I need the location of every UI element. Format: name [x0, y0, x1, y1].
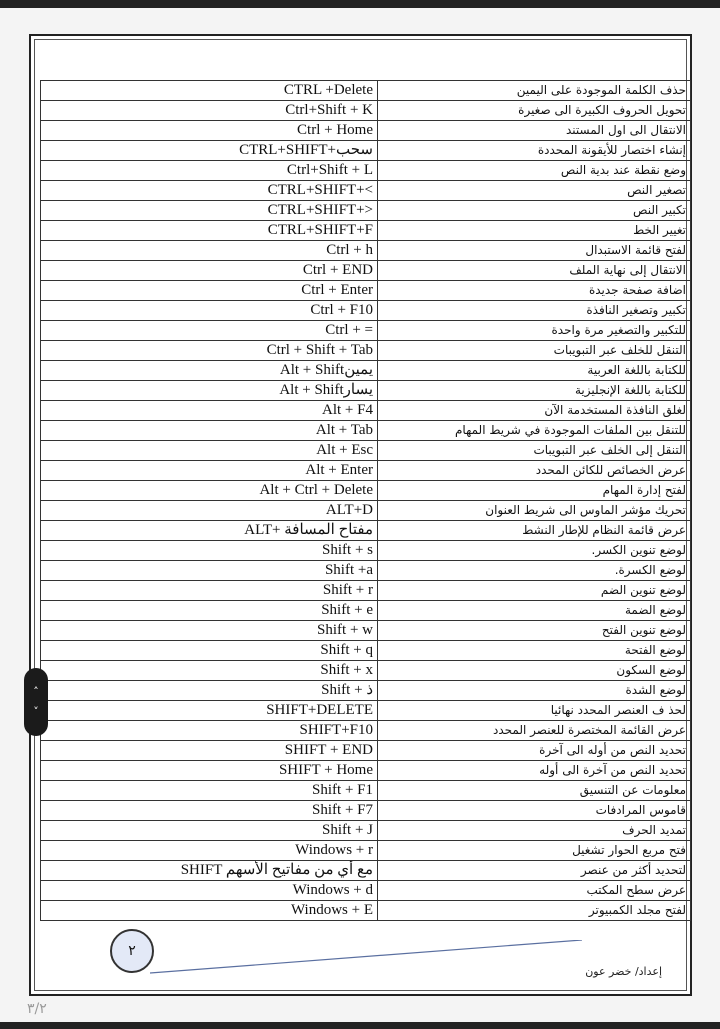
- shortcut-description: لغلق النافذة المستخدمة الآن: [378, 401, 691, 421]
- table-row: [41, 321, 691, 341]
- shortcut-keys: CTRL+SHIFT+سحب: [41, 141, 378, 161]
- shortcut-description: تكبير وتصغير النافذة: [378, 301, 691, 321]
- shortcut-keys: Shift +a: [41, 561, 378, 581]
- table-row: [41, 421, 691, 441]
- shortcut-keys: Alt + Shiftيسار: [41, 381, 378, 401]
- author-credit: إعداد/ خضر عون: [585, 965, 662, 978]
- shortcut-keys: Shift + r: [41, 581, 378, 601]
- shortcut-description: إنشاء اختصار للأيقونة المحددة: [378, 141, 691, 161]
- table-row: [41, 641, 691, 661]
- table-row: [41, 81, 691, 101]
- shortcut-keys: SHIFT مع أي من مفاتيح الأسهم: [41, 861, 378, 881]
- shortcut-keys: CTRL +Delete: [41, 81, 378, 101]
- shortcut-description: التنقل إلى الخلف عبر التبويبات: [378, 441, 691, 461]
- scroll-up-icon: ˄: [33, 685, 39, 698]
- shortcut-description: تمديد الحرف: [378, 821, 691, 841]
- table-row: [41, 621, 691, 641]
- table-row: [41, 261, 691, 281]
- shortcut-description: لوضع تنوين الكسر.: [378, 541, 691, 561]
- shortcut-keys: Shift + F7: [41, 801, 378, 821]
- shortcut-keys: Shift + J: [41, 821, 378, 841]
- shortcuts-table: [40, 80, 691, 921]
- shortcut-keys: Alt + Enter: [41, 461, 378, 481]
- shortcut-description: لوضع الفتحة: [378, 641, 691, 661]
- shortcut-keys: CTRL+SHIFT+<: [41, 181, 378, 201]
- table-row: [41, 781, 691, 801]
- table-row: [41, 161, 691, 181]
- shortcut-keys: Windows + d: [41, 881, 378, 901]
- table-row: [41, 541, 691, 561]
- shortcut-description: تصغير النص: [378, 181, 691, 201]
- shortcut-keys: Shift + x: [41, 661, 378, 681]
- shortcut-keys: ALT+ مفتاح المسافة: [41, 521, 378, 541]
- page-number-badge: ٢: [110, 929, 154, 973]
- table-row: [41, 821, 691, 841]
- shortcut-keys: Ctrl+Shift + L: [41, 161, 378, 181]
- table-row: [41, 201, 691, 221]
- table-row: [41, 801, 691, 821]
- shortcut-description: عرض قائمة النظام للإطار النشط: [378, 521, 691, 541]
- table-row: [41, 441, 691, 461]
- shortcut-description: لوضع تنوين الضم: [378, 581, 691, 601]
- table-row: [41, 381, 691, 401]
- shortcut-keys: SHIFT+DELETE: [41, 701, 378, 721]
- shortcut-keys: Windows + E: [41, 901, 378, 921]
- shortcut-keys: Windows + r: [41, 841, 378, 861]
- shortcut-description: لوضع الكسرة.: [378, 561, 691, 581]
- shortcut-description: اضافة صفحة جديدة: [378, 281, 691, 301]
- shortcut-keys: Shift + q: [41, 641, 378, 661]
- shortcut-keys: SHIFT+F10: [41, 721, 378, 741]
- table-row: [41, 861, 691, 881]
- table-row: [41, 461, 691, 481]
- shortcut-description: تحريك مؤشر الماوس الى شريط العنوان: [378, 501, 691, 521]
- shortcut-keys: Ctrl+Shift + K: [41, 101, 378, 121]
- shortcut-description: عرض القائمة المختصرة للعنصر المحدد: [378, 721, 691, 741]
- shortcut-description: تحويل الحروف الكبيرة الى صغيرة: [378, 101, 691, 121]
- shortcut-description: وضع نقطة عند بدية النص: [378, 161, 691, 181]
- footer-decorative-line: [150, 940, 582, 975]
- shortcut-keys: ALT+D: [41, 501, 378, 521]
- table-row: [41, 581, 691, 601]
- shortcut-description: قاموس المرادفات: [378, 801, 691, 821]
- shortcut-keys: Shift + s: [41, 541, 378, 561]
- shortcut-keys: Ctrl + Home: [41, 121, 378, 141]
- table-row: [41, 301, 691, 321]
- table-row: [41, 561, 691, 581]
- scroll-down-icon: ˅: [33, 705, 39, 718]
- table-row: [41, 501, 691, 521]
- fast-scroll-handle[interactable]: [24, 668, 48, 736]
- shortcut-keys: Ctrl + h: [41, 241, 378, 261]
- table-row: [41, 521, 691, 541]
- shortcut-keys: Ctrl + END: [41, 261, 378, 281]
- table-row: [41, 101, 691, 121]
- table-row: [41, 701, 691, 721]
- viewer-top-bar: [0, 0, 720, 8]
- table-row: [41, 481, 691, 501]
- shortcut-description: لوضع السكون: [378, 661, 691, 681]
- shortcut-keys: Alt + Tab: [41, 421, 378, 441]
- table-row: [41, 901, 691, 921]
- table-row: [41, 181, 691, 201]
- shortcut-description: الانتقال إلى نهاية الملف: [378, 261, 691, 281]
- shortcut-keys: Alt + Esc: [41, 441, 378, 461]
- table-row: [41, 841, 691, 861]
- shortcut-description: للتكبير والتصغير مرة واحدة: [378, 321, 691, 341]
- shortcut-description: تغيير الخط: [378, 221, 691, 241]
- table-row: [41, 341, 691, 361]
- shortcuts-table-body: [41, 81, 691, 921]
- table-row: [41, 281, 691, 301]
- table-row: [41, 881, 691, 901]
- shortcut-keys: Alt + Shiftيمين: [41, 361, 378, 381]
- table-row: [41, 241, 691, 261]
- shortcut-description: للتنقل بين الملفات الموجودة في شريط المهام: [378, 421, 691, 441]
- shortcut-keys: SHIFT + Home: [41, 761, 378, 781]
- shortcut-description: تحديد النص من آخرة الى أوله: [378, 761, 691, 781]
- shortcut-description: حذف الكلمة الموجودة على اليمين: [378, 81, 691, 101]
- table-row: [41, 721, 691, 741]
- table-row: [41, 221, 691, 241]
- shortcut-description: تحديد النص من أوله الى آخرة: [378, 741, 691, 761]
- table-row: [41, 361, 691, 381]
- table-row: [41, 141, 691, 161]
- shortcut-keys: CTRL+SHIFT+F: [41, 221, 378, 241]
- table-row: [41, 601, 691, 621]
- shortcut-description: لوضع الضمة: [378, 601, 691, 621]
- shortcut-description: لوضع الشدة: [378, 681, 691, 701]
- shortcut-description: تكبير النص: [378, 201, 691, 221]
- table-row: [41, 401, 691, 421]
- shortcut-description: فتح مربع الحوار تشغيل: [378, 841, 691, 861]
- shortcut-keys: Shift + e: [41, 601, 378, 621]
- shortcut-description: لفتح إدارة المهام: [378, 481, 691, 501]
- shortcut-description: التنقل للخلف عبر التبويبات: [378, 341, 691, 361]
- shortcut-description: لتحديد أكثر من عنصر: [378, 861, 691, 881]
- table-row: [41, 761, 691, 781]
- table-row: [41, 681, 691, 701]
- shortcut-description: معلومات عن التنسيق: [378, 781, 691, 801]
- shortcut-description: الانتقال الى اول المستند: [378, 121, 691, 141]
- shortcut-description: لحذ ف العنصر المحدد نهائيا: [378, 701, 691, 721]
- shortcut-keys: Ctrl + F10: [41, 301, 378, 321]
- shortcut-keys: Alt + Ctrl + Delete: [41, 481, 378, 501]
- shortcut-description: لوضع تنوين الفتح: [378, 621, 691, 641]
- shortcut-keys: Ctrl + =: [41, 321, 378, 341]
- shortcut-description: للكتابة باللغة العربية: [378, 361, 691, 381]
- shortcut-keys: Shift + ذ: [41, 681, 378, 701]
- viewer-bottom-bar: [0, 1022, 720, 1029]
- shortcut-description: للكتابة باللغة الإنجليزية: [378, 381, 691, 401]
- shortcut-keys: Ctrl + Shift + Tab: [41, 341, 378, 361]
- shortcut-description: عرض سطح المكتب: [378, 881, 691, 901]
- shortcut-description: لفتح قائمة الاستبدال: [378, 241, 691, 261]
- page-counter: ٣/٢: [27, 1001, 47, 1017]
- shortcut-keys: Shift + F1: [41, 781, 378, 801]
- shortcut-keys: Alt + F4: [41, 401, 378, 421]
- shortcut-description: عرض الخصائص للكائن المحدد: [378, 461, 691, 481]
- shortcut-keys: Shift + w: [41, 621, 378, 641]
- shortcut-description: لفتح مجلد الكمبيوتر: [378, 901, 691, 921]
- shortcut-keys: SHIFT + END: [41, 741, 378, 761]
- table-row: [41, 121, 691, 141]
- shortcut-keys: CTRL+SHIFT+>: [41, 201, 378, 221]
- table-row: [41, 661, 691, 681]
- table-row: [41, 741, 691, 761]
- shortcut-keys: Ctrl + Enter: [41, 281, 378, 301]
